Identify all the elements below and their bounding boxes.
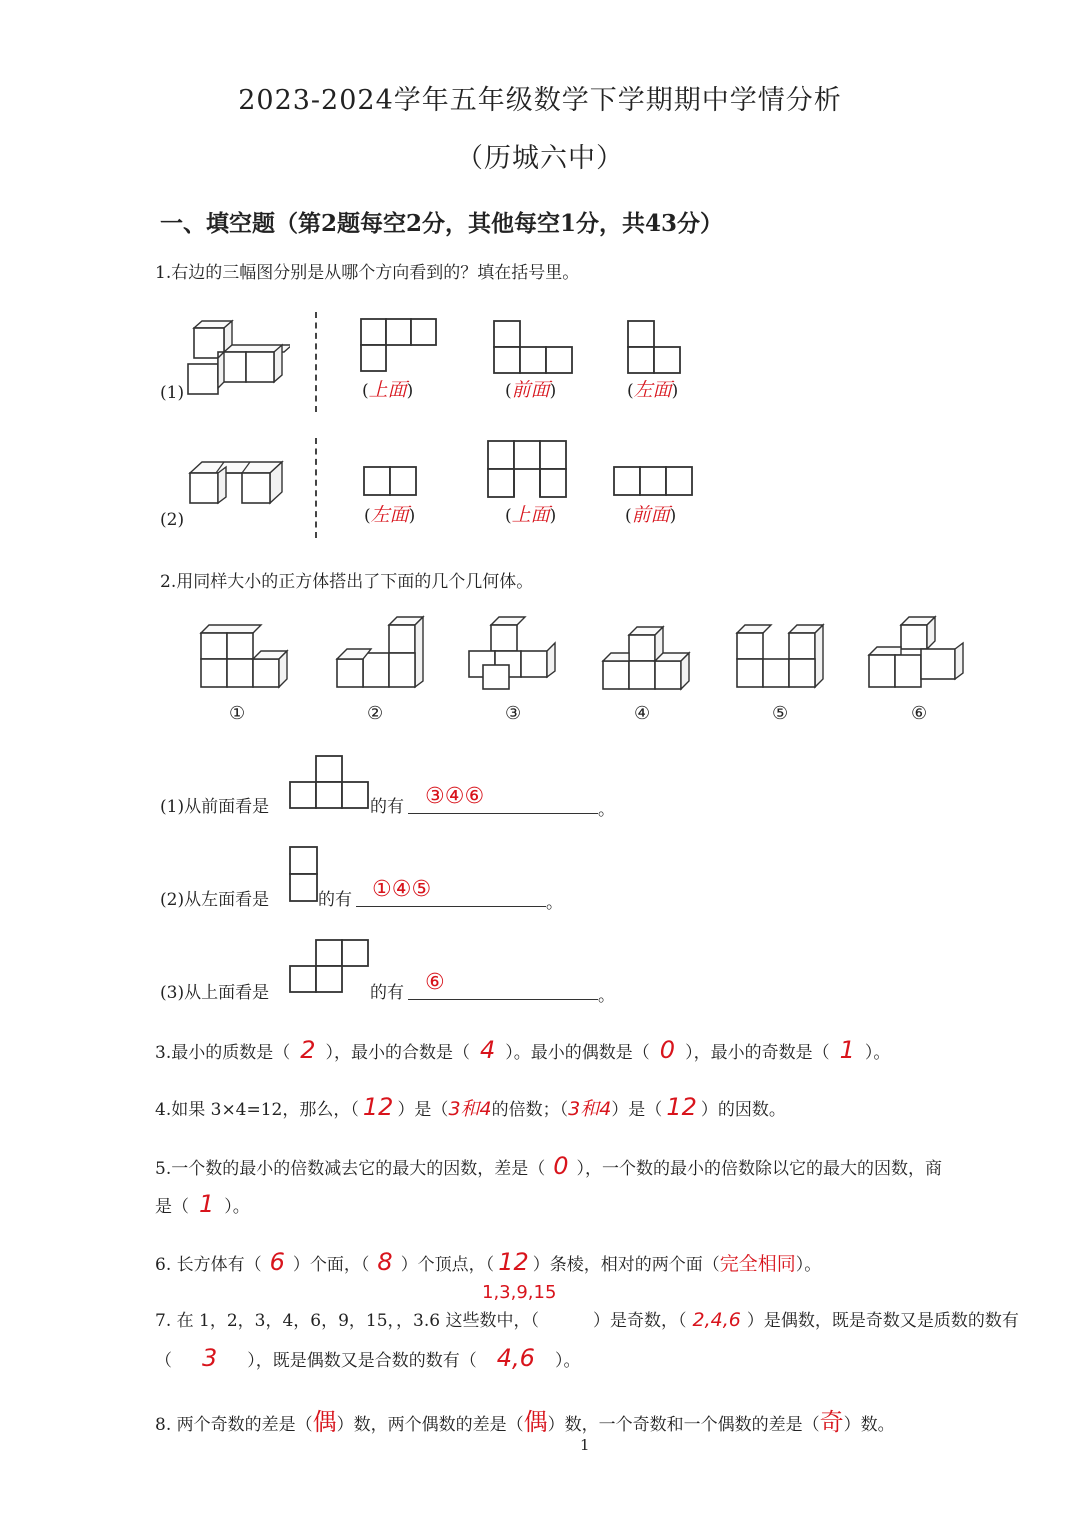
q1-row1-view-3 — [627, 320, 683, 375]
divider-1 — [315, 312, 317, 412]
q2-sub2-answer: ①④⑤ — [372, 877, 432, 902]
q1-row2-answer-3[interactable]: (前面) — [625, 504, 677, 526]
q2-sub1-blank[interactable] — [408, 813, 598, 814]
q7-line-2: （ 3 ），既是偶数又是合数的数有（ 4,6 ）。 — [155, 1344, 581, 1372]
solid-5 — [737, 625, 823, 687]
q3-answer-3[interactable]: 0 — [659, 1036, 676, 1064]
q2-sub2-blank[interactable] — [356, 906, 546, 907]
q1-row1-answer-3[interactable]: (左面) — [627, 379, 679, 401]
q1-row1-answer-2[interactable]: (前面) — [505, 379, 557, 401]
q2-sub1-suffix: 的有 — [370, 797, 404, 817]
q2-figure-label-4: ④ — [634, 703, 651, 724]
q1-row1-label: (1) — [160, 383, 185, 403]
q8-answer-2[interactable]: 偶 — [523, 1408, 548, 1436]
q3-answer-4[interactable]: 1 — [839, 1036, 855, 1064]
solid-4 — [603, 627, 689, 689]
q7-answer-3[interactable]: 3 — [202, 1344, 218, 1372]
q7-answer-1[interactable]: 1,3,9,15 — [482, 1282, 557, 1303]
q2-sub3-shape — [289, 939, 371, 997]
q1-text: 1.右边的三幅图分别是从哪个方向看到的？填在括号里。 — [155, 263, 580, 283]
q3-answer-2[interactable]: 4 — [480, 1036, 496, 1064]
q2-sub3-answer: ⑥ — [425, 970, 445, 995]
q6-answer-3[interactable]: 12 — [498, 1248, 529, 1276]
q1-row2-label: (2) — [160, 510, 185, 530]
q6-answer-1[interactable]: 6 — [269, 1248, 285, 1276]
q2-sub2-prefix: (2)从左面看是 — [160, 890, 270, 910]
q7-answer-4[interactable]: 4,6 — [496, 1344, 535, 1372]
q2-sub3-prefix: (3)从上面看是 — [160, 983, 270, 1003]
q1-row2-solid — [180, 455, 290, 525]
doc-title: 2023-2024学年五年级数学下学期期中学情分析 — [238, 85, 842, 116]
q2-sub3-end: 。 — [598, 986, 615, 1006]
section-heading: 一、填空题（第2题每空2分，其他每空1分，共43分） — [160, 210, 724, 237]
q2-sub1-end: 。 — [598, 800, 615, 820]
divider-2 — [315, 438, 317, 538]
q2-figure-label-6: ⑥ — [911, 703, 928, 724]
q6-line: 6. 长方体有（ 6 ）个面，（ 8 ）个顶点，（ 12 ）条棱，相对的两个面（完全相同）。 — [155, 1248, 822, 1276]
q5-answer-1[interactable]: 0 — [553, 1152, 569, 1180]
q2-sub1-prefix: (1)从前面看是 — [160, 797, 270, 817]
q3-answer-1[interactable]: 2 — [300, 1036, 316, 1064]
q3-line: 3.最小的质数是（ 2 ），最小的合数是（ 4 ）。最小的偶数是（ 0 ），最小的奇数是（ 1 ）。 — [155, 1036, 891, 1064]
q2-figure-label-5: ⑤ — [772, 703, 789, 724]
q4-answer-1[interactable]: 12 — [362, 1093, 394, 1121]
q2-sub2-shape — [289, 846, 321, 904]
solid-2 — [337, 617, 423, 687]
q2-sub1-shape — [289, 755, 371, 811]
q2-figure-label-1: ① — [229, 703, 246, 724]
solid-1 — [201, 625, 287, 687]
q1-row1-view-2 — [493, 320, 575, 375]
q5-line-2: 是（ 1 ）。 — [155, 1190, 250, 1218]
q1-row1-view-1 — [360, 318, 440, 373]
school-name: （历城六中） — [456, 143, 624, 174]
q2-sub3-suffix: 的有 — [370, 983, 404, 1003]
q8-line: 8. 两个奇数的差是（偶）数，两个偶数的差是（偶）数，一个奇数和一个偶数的差是（奇）数。 — [155, 1408, 895, 1436]
q1-row1-solid — [180, 315, 290, 400]
q2-figure-label-2: ② — [367, 703, 384, 724]
q4-line: 4.如果 3×4=12，那么，（ 12 ）是（3和4的倍数；（3和4）是（ 12 ）的因数。 — [155, 1093, 786, 1121]
q2-sub2-end: 。 — [546, 893, 563, 913]
q5-answer-2[interactable]: 1 — [199, 1190, 215, 1218]
q7-line-1: 7. 在 1，2，3，4，6，9，15，，3.6 这些数中，（ ）是奇数，（ 2,4,6 ）是偶数，既是奇数又是质数的数有 — [155, 1309, 1019, 1331]
q2-sub2-suffix: 的有 — [318, 890, 352, 910]
q2-solids — [195, 615, 995, 695]
q8-answer-3[interactable]: 奇 — [819, 1408, 844, 1436]
solid-3 — [469, 617, 555, 689]
q2-text: 2.用同样大小的正方体搭出了下面的几个几何体。 — [160, 572, 534, 592]
q1-row2-view-3 — [613, 466, 695, 498]
q1-row2-view-2 — [487, 440, 569, 500]
q1-row2-answer-2[interactable]: (上面) — [505, 504, 557, 526]
q1-row1-answer-1[interactable]: (上面) — [362, 379, 414, 401]
q1-row2-view-1 — [363, 466, 419, 498]
q2-sub3-blank[interactable] — [408, 999, 598, 1000]
q6-answer-2[interactable]: 8 — [377, 1248, 393, 1276]
q4-answer-2[interactable]: 3和4 — [448, 1098, 492, 1120]
q2-sub1-answer: ③④⑥ — [425, 784, 485, 809]
page-number: 1 — [580, 1436, 590, 1454]
q8-answer-1[interactable]: 偶 — [312, 1408, 337, 1436]
q5-line-1: 5.一个数的最小的倍数减去它的最大的因数，差是（ 0 ），一个数的最小的倍数除以它的最大的因数，商 — [155, 1152, 942, 1180]
q4-answer-3[interactable]: 3和4 — [568, 1098, 612, 1120]
solid-6 — [869, 617, 963, 687]
q4-answer-4[interactable]: 12 — [666, 1093, 697, 1121]
q6-answer-4[interactable]: 完全相同 — [719, 1253, 796, 1275]
q1-row2-answer-1[interactable]: (左面) — [364, 504, 416, 526]
q7-answer-2[interactable]: 2,4,6 — [692, 1309, 741, 1331]
q2-figure-label-3: ③ — [505, 703, 522, 724]
